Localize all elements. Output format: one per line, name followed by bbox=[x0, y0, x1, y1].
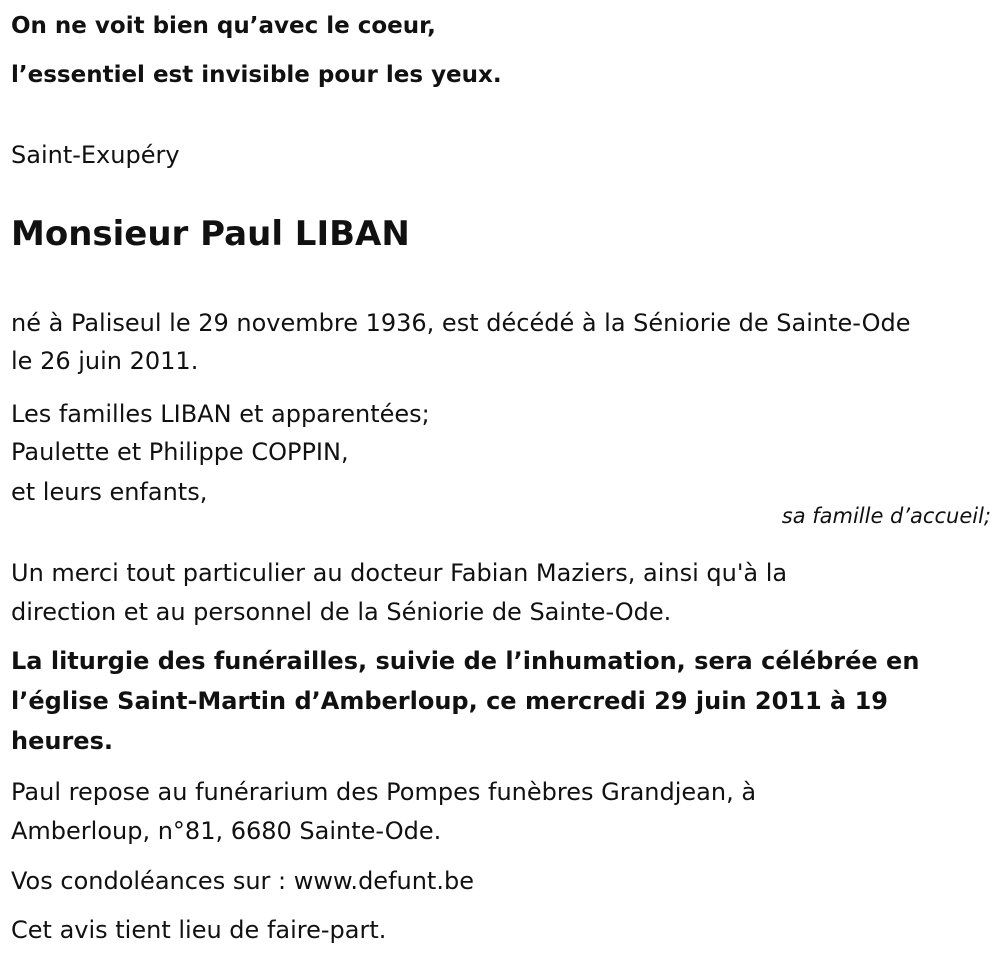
thanks-line-2: direction et au personnel de la Séniorie de Sainte-Ode. bbox=[11, 598, 672, 626]
families-line-3: et leurs enfants, bbox=[11, 478, 208, 506]
notice-line: Cet avis tient lieu de faire-part. bbox=[11, 916, 387, 944]
deceased-title: Monsieur Paul LIBAN bbox=[11, 214, 410, 254]
funeral-line-1: La liturgie des funérailles, suivie de l’inhumation, sera célébrée en bbox=[11, 647, 920, 675]
repose-line-1: Paul repose au funérarium des Pompes funèbres Grandjean, à bbox=[11, 778, 757, 806]
birth-death-line-1: né à Paliseul le 29 novembre 1936, est décédé à la Séniorie de Sainte-Ode bbox=[11, 309, 911, 337]
quote-author: Saint-Exupéry bbox=[11, 141, 180, 169]
condolences-line: Vos condoléances sur : www.defunt.be bbox=[11, 867, 474, 895]
foster-family: sa famille d’accueil; bbox=[781, 504, 991, 528]
repose-line-2: Amberloup, n°81, 6680 Sainte-Ode. bbox=[11, 817, 442, 845]
thanks-line-1: Un merci tout particulier au docteur Fabian Maziers, ainsi qu'à la bbox=[11, 559, 788, 587]
quote-line-1: On ne voit bien qu’avec le coeur, bbox=[11, 13, 436, 39]
families-line-1: Les familles LIBAN et apparentées; bbox=[11, 400, 430, 428]
families-line-2: Paulette et Philippe COPPIN, bbox=[11, 438, 349, 466]
funeral-line-3: heures. bbox=[11, 727, 113, 755]
quote-line-2: l’essentiel est invisible pour les yeux. bbox=[11, 62, 502, 88]
funeral-line-2: l’église Saint-Martin d’Amberloup, ce mercredi 29 juin 2011 à 19 bbox=[11, 687, 888, 715]
birth-death-line-2: le 26 juin 2011. bbox=[11, 347, 199, 375]
